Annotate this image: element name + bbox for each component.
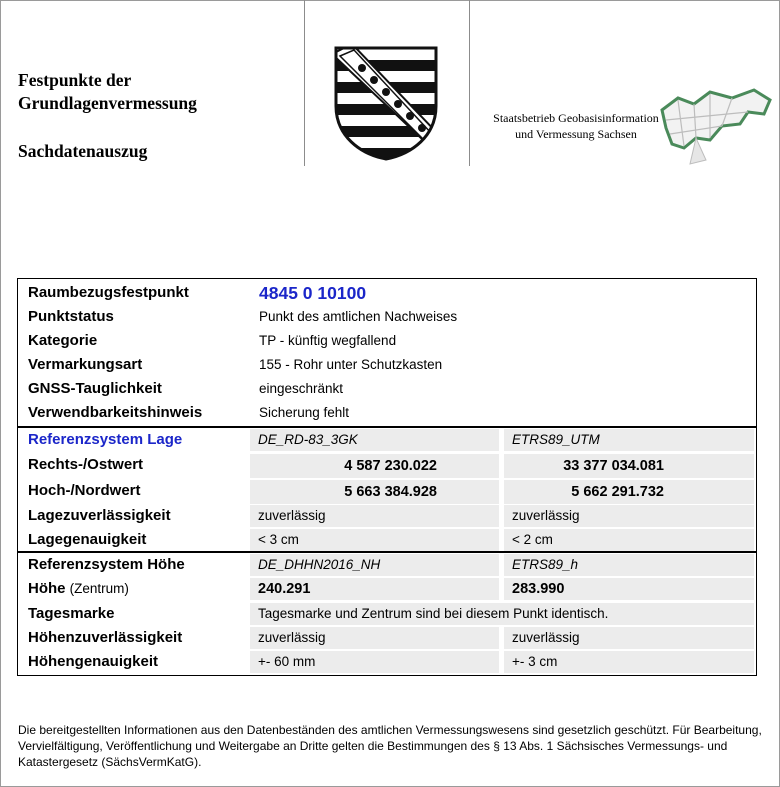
header-divider-right [469, 0, 470, 166]
position-system1-north: 5 663 384.928 [250, 480, 499, 504]
marking-value: 155 - Rohr unter Schutzkasten [259, 357, 443, 372]
label-northing: Hoch-/Nordwert [28, 482, 141, 499]
row-marking [18, 353, 756, 377]
label-height-ref: Referenzsystem Höhe [28, 556, 185, 573]
label-gnss: GNSS-Tauglichkeit [28, 380, 162, 397]
label-point-id: Raumbezugsfestpunkt [28, 284, 189, 301]
label-height-sub: (Zentrum) [69, 581, 129, 596]
saxony-map-logo-icon [660, 88, 772, 166]
header-title-line2: Grundlagenvermessung [18, 93, 197, 113]
position-system2-accuracy: < 2 cm [504, 529, 754, 551]
point-id: 4845 0 10100 [259, 283, 367, 303]
label-height-text: Höhe [28, 580, 66, 597]
header-title-line1: Festpunkte der [18, 70, 132, 90]
row-height-ref [18, 553, 756, 577]
label-usability: Verwendbarkeitshinweis [28, 404, 203, 421]
agency-name-line2: und Vermessung Sachsen [515, 127, 637, 141]
label-easting: Rechts-/Ostwert [28, 456, 144, 473]
usability-value: Sicherung fehlt [259, 405, 350, 420]
header-divider-left [304, 0, 305, 166]
height-system1-accuracy: +- 60 mm [250, 651, 499, 673]
position-system2-east: 33 377 034.081 [504, 454, 754, 478]
point-data-table [17, 278, 757, 676]
row-height [18, 577, 756, 601]
agency-name-line1: Staatsbetrieb Geobasisinformation [493, 111, 659, 125]
row-position-ref [18, 428, 756, 452]
label-height-reliability: Höhenzuverlässigkeit [28, 629, 183, 646]
row-position-accuracy [18, 528, 756, 552]
row-height-reliability [18, 626, 756, 650]
label-height-accuracy: Höhengenauigkeit [28, 653, 159, 670]
category-value: TP - künftig wegfallend [259, 333, 397, 348]
position-system1-accuracy: < 3 cm [250, 529, 499, 551]
height-system2-value: 283.990 [504, 578, 754, 600]
label-marking: Vermarkungsart [28, 356, 143, 373]
day-mark-value: Tagesmarke und Zentrum sind bei diesem Punkt identisch. [250, 603, 754, 625]
row-easting [18, 453, 756, 479]
agency-name [476, 110, 676, 142]
label-point-status: Punktstatus [28, 308, 114, 325]
saxony-coat-of-arms-icon [332, 44, 440, 162]
height-system1-reliability: zuverlässig [250, 627, 499, 649]
height-system2-reliability: zuverlässig [504, 627, 754, 649]
height-system2-accuracy: +- 3 cm [504, 651, 754, 673]
row-point-id [18, 281, 756, 305]
header-subtitle: Sachdatenauszug [18, 141, 148, 161]
position-system1-reliability: zuverlässig [250, 505, 499, 527]
height-system2-name: ETRS89_h [504, 554, 754, 576]
height-system1-value: 240.291 [250, 578, 499, 600]
label-height [28, 577, 129, 601]
position-system1-east: 4 587 230.022 [250, 454, 499, 478]
legal-notice: Die bereitgestellten Informationen aus den Datenbeständen des amtlichen Vermessungswesens sind gesetzlich geschützt. Für Bearbeitung, Vervielfältigung, Veröffentlichung und Weitergabe an Dritte gelten die Bestimmungen des § 13 Abs. 1 Sächsisches Vermessungs- und Katastergesetz (SächsVermKatG). [18, 723, 762, 769]
label-position-reliability: Lagezuverlässigkeit [28, 507, 171, 524]
row-position-reliability [18, 504, 756, 528]
label-category: Kategorie [28, 332, 98, 349]
position-system2-north: 5 662 291.732 [504, 480, 754, 504]
position-system1-name: DE_RD-83_3GK [250, 429, 499, 451]
row-usability [18, 401, 756, 425]
row-height-accuracy [18, 650, 756, 674]
row-northing [18, 479, 756, 505]
position-system2-name: ETRS89_UTM [504, 429, 754, 451]
label-position-ref: Referenzsystem Lage [28, 431, 183, 448]
label-day-mark: Tagesmarke [28, 605, 115, 622]
row-day-mark [18, 602, 756, 626]
row-point-status [18, 305, 756, 329]
row-category [18, 329, 756, 353]
gnss-value: eingeschränkt [259, 381, 344, 396]
point-status: Punkt des amtlichen Nachweises [259, 309, 458, 324]
label-position-accuracy: Lagegenauigkeit [28, 531, 147, 548]
row-gnss [18, 377, 756, 401]
position-system2-reliability: zuverlässig [504, 505, 754, 527]
height-system1-name: DE_DHHN2016_NH [250, 554, 499, 576]
